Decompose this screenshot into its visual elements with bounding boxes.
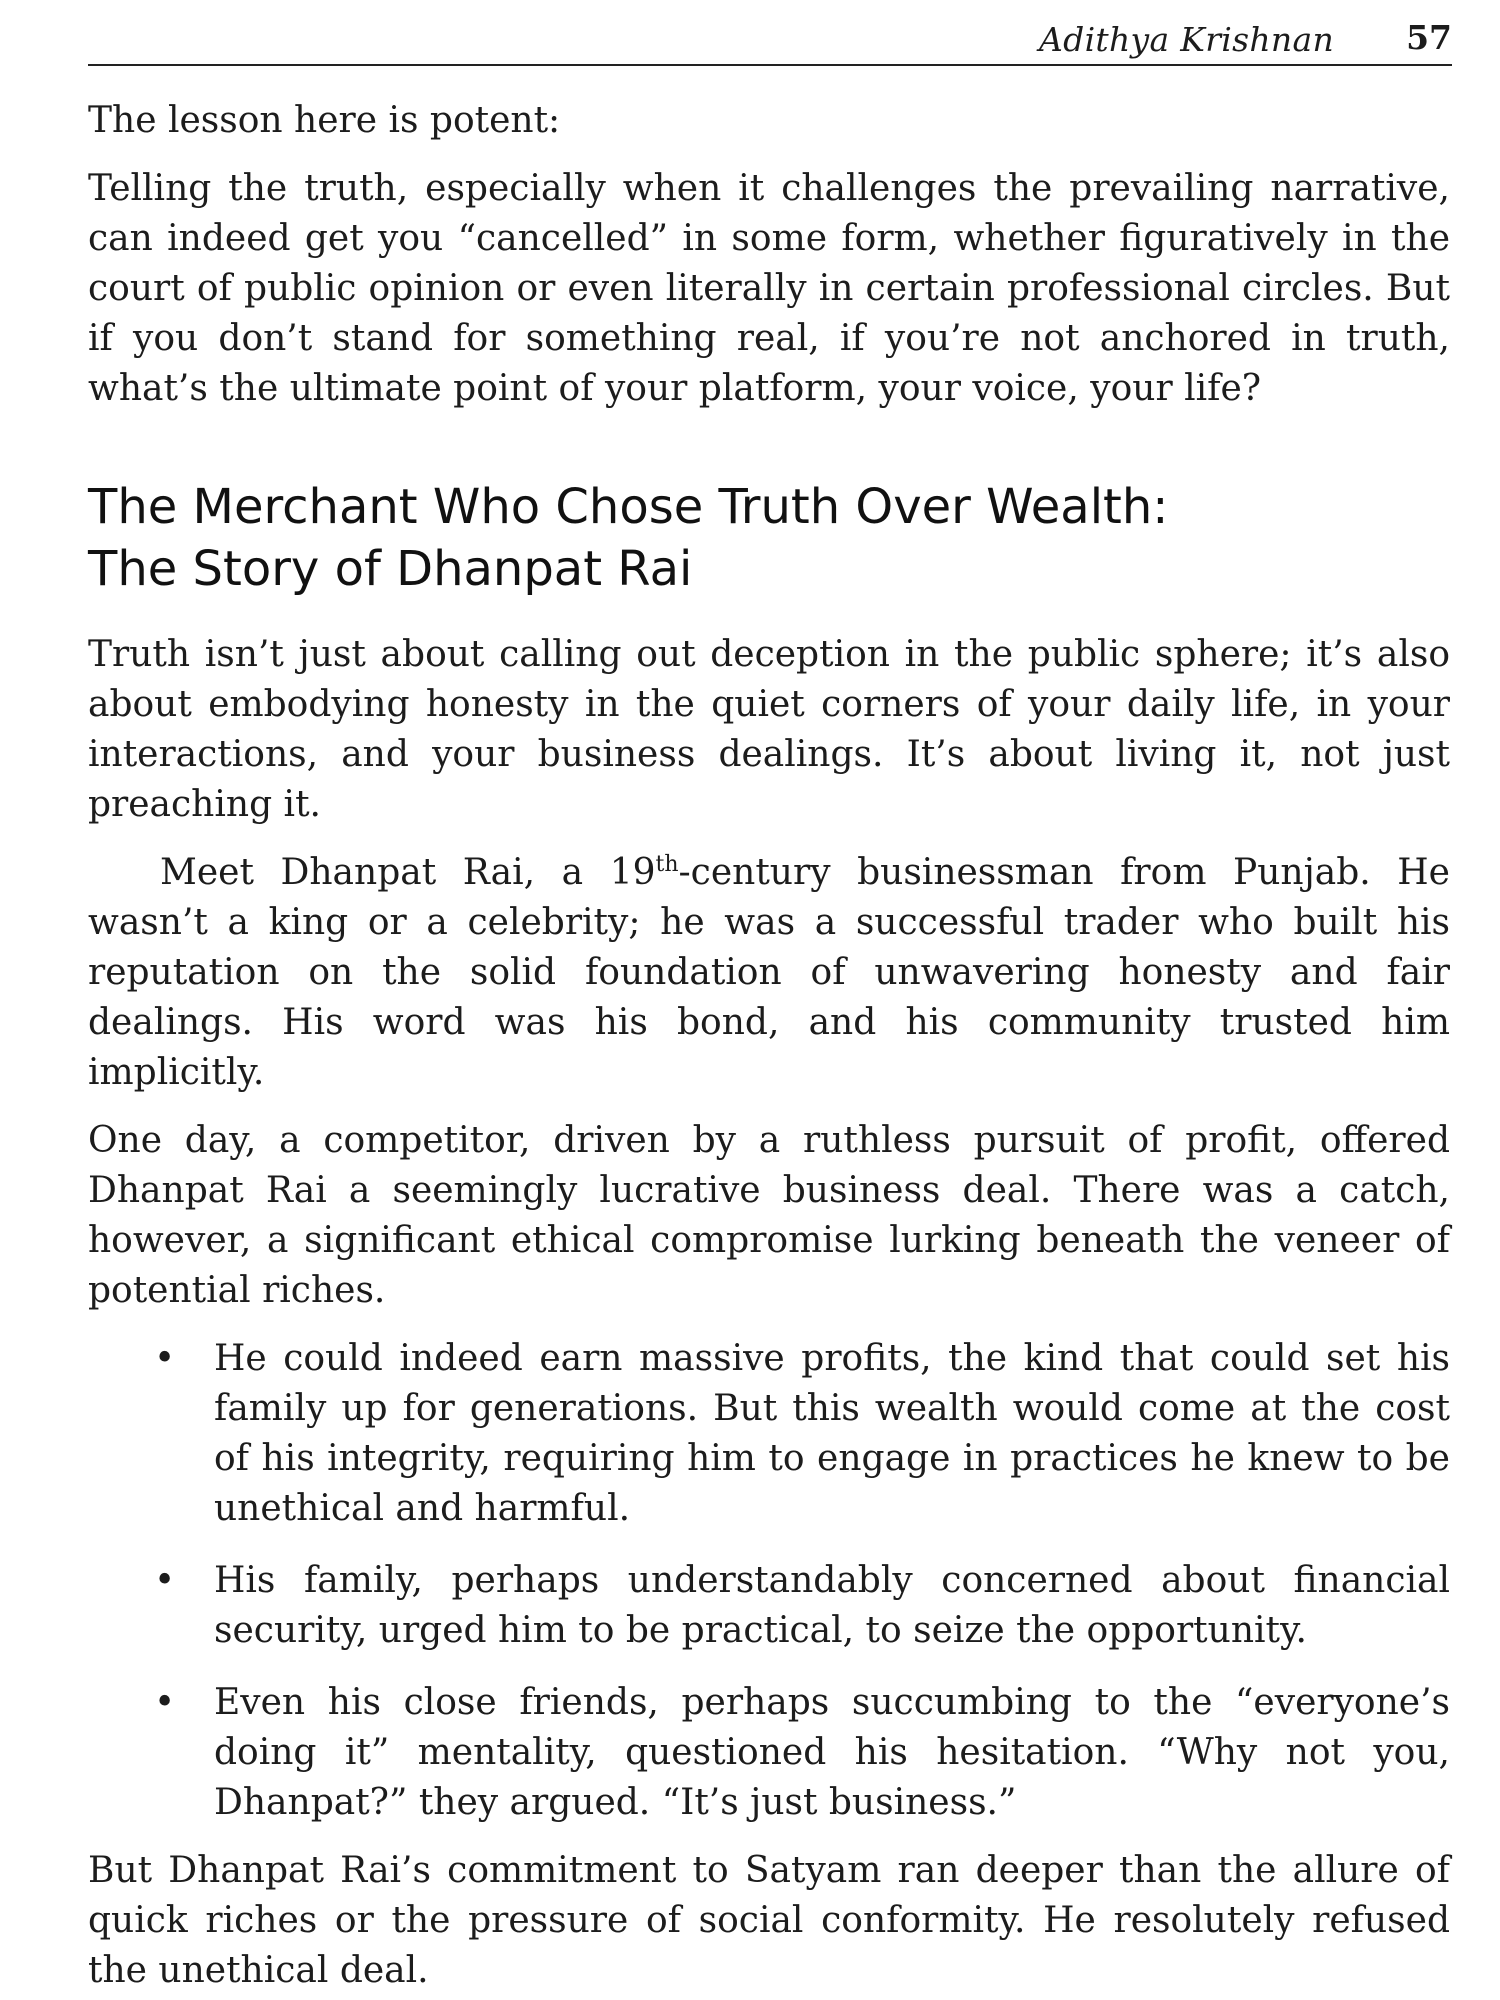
running-head: Adithya Krishnan	[1039, 20, 1334, 59]
intro-paragraph: Telling the truth, especially when it challenges the prevailing narrative, can indeed get you “cancelled” in some form, whether figuratively in the court of public opinion or even literally in certain professional circles. But if you don’t stand for something real, if you’re not anchored in truth, what’s the ultimate point of your platform, your voice, your life?	[88, 168, 1450, 409]
paragraph-3: One day, a competitor, driven by a ruthless pursuit of profit, offered Dhanpat Rai a seemingly lucrative business deal. There was a catch, however, a significant ethical compromise lurking beneath the veneer of potential riches.	[88, 1120, 1450, 1311]
bullet-text: His family, perhaps understandably concerned about financial security, urged him to be practical, to seize the opportunity.	[214, 1560, 1450, 1651]
bullet-dot-icon: •	[154, 1682, 176, 1723]
bullet-list	[88, 1334, 1450, 1828]
bullet-item	[88, 1334, 1450, 1534]
bullet-text: He could indeed earn massive profits, the kind that could set his family up for generations. But this wealth would come at the cost of his integrity, requiring him to engage in practices he knew to be unethical and harmful.	[214, 1338, 1450, 1529]
page-header	[88, 14, 1452, 66]
section-heading	[88, 476, 1450, 600]
intro-lead: The lesson here is potent:	[88, 100, 561, 141]
bullet-text: Even his close friends, perhaps succumbing to the “everyone’s doing it” mentality, questioned his hesitation. “Why not you, Dhanpat?” they argued. “It’s just business.”	[214, 1682, 1450, 1823]
paragraph-1: Truth isn’t just about calling out deception in the public sphere; it’s also about embodying honesty in the quiet corners of your daily life, in your interactions, and your business dealings. It’s about living it, not just preaching it.	[88, 634, 1450, 825]
paragraph-2-start: Meet Dhanpat Rai, a 19	[160, 852, 656, 893]
ordinal-suffix: th	[655, 852, 679, 877]
page-body	[88, 96, 1450, 1996]
section-heading-line-1: The Merchant Who Chose Truth Over Wealth:	[88, 479, 1169, 535]
bullet-item	[88, 1556, 1450, 1656]
bullet-item	[88, 1678, 1450, 1828]
paragraph-4: But Dhanpat Rai’s commitment to Satyam ran deeper than the allure of quick riches or the pressure of social conformity. He resolutely refused the unethical deal.	[88, 1850, 1450, 1991]
section-heading-line-2: The Story of Dhanpat Rai	[88, 541, 693, 597]
paragraph-2-rest: -century businessman from Punjab. He wasn’t a king or a celebrity; he was a successful trader who built his reputation on the solid foundation of unwavering honesty and fair dealings. His word was his bond, and his community trusted him implicitly.	[88, 852, 1450, 1093]
bullet-dot-icon: •	[154, 1338, 176, 1379]
bullet-dot-icon: •	[154, 1560, 176, 1601]
paragraph-2	[88, 848, 1450, 1098]
page-number: 57	[1406, 18, 1452, 57]
